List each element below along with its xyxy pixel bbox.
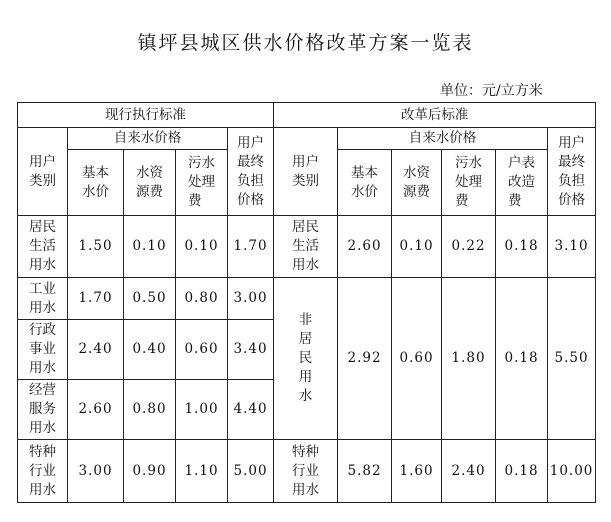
current-resource-cell: 0.80 — [124, 380, 176, 440]
current-sewage-cell: 0.60 — [176, 320, 228, 380]
current-base-cell: 1.70 — [68, 278, 124, 320]
reformed-resource-cell: 0.60 — [392, 278, 442, 440]
current-resource-cell: 0.50 — [124, 278, 176, 320]
current-resource-cell: 0.90 — [124, 440, 176, 503]
header-sewage-fee: 污水 处理 费 — [176, 150, 228, 216]
header-resource-fee: 水资 源费 — [124, 150, 176, 216]
reformed-meter-cell: 0.18 — [496, 278, 548, 440]
header-user-burden-reformed: 用户 最终 负担 价格 — [548, 128, 596, 216]
header-user-burden: 用户 最终 负担 价格 — [228, 128, 274, 216]
header-user-type: 用户 类别 — [18, 128, 68, 216]
current-total-cell: 3.40 — [228, 320, 274, 380]
header-base-price: 基本 水价 — [68, 150, 124, 216]
header-reformed-standard: 改革后标准 — [274, 103, 596, 128]
current-type-cell: 经营 服务 用水 — [18, 380, 68, 440]
reformed-sewage-cell: 2.40 — [442, 440, 496, 503]
reformed-resource-cell: 1.60 — [392, 440, 442, 503]
current-base-cell: 1.50 — [68, 216, 124, 278]
header-meter-fee: 户表 改造 费 — [496, 150, 548, 216]
reformed-sewage-cell: 0.22 — [442, 216, 496, 278]
current-total-cell: 4.40 — [228, 380, 274, 440]
reformed-resource-cell: 0.10 — [392, 216, 442, 278]
reformed-type-cell: 非 居 民 用 水 — [274, 278, 338, 440]
reformed-total-cell: 10.00 — [548, 440, 596, 503]
header-water-price: 自来水价格 — [68, 128, 228, 150]
price-table — [17, 102, 596, 503]
header-sewage-fee-reformed: 污水 处理 费 — [442, 150, 496, 216]
current-base-cell: 3.00 — [68, 440, 124, 503]
reformed-sewage-cell: 1.80 — [442, 278, 496, 440]
current-base-cell: 2.40 — [68, 320, 124, 380]
current-sewage-cell: 0.80 — [176, 278, 228, 320]
table-row — [18, 216, 596, 278]
reformed-base-cell: 2.60 — [338, 216, 392, 278]
current-sewage-cell: 0.10 — [176, 216, 228, 278]
reformed-total-cell: 5.50 — [548, 278, 596, 440]
current-resource-cell: 0.40 — [124, 320, 176, 380]
current-type-cell: 居民 生活 用水 — [18, 216, 68, 278]
header-user-type-reformed: 用户 类别 — [274, 128, 338, 216]
current-type-cell: 工业 用水 — [18, 278, 68, 320]
reformed-meter-cell: 0.18 — [496, 216, 548, 278]
table-row — [18, 440, 596, 503]
current-resource-cell: 0.10 — [124, 216, 176, 278]
table-row — [18, 278, 596, 320]
reformed-total-cell: 3.10 — [548, 216, 596, 278]
reformed-type-cell: 特种 行业 用水 — [274, 440, 338, 503]
header-water-price-reformed: 自来水价格 — [338, 128, 548, 150]
reformed-base-cell: 5.82 — [338, 440, 392, 503]
header-current-standard: 现行执行标准 — [18, 103, 274, 128]
current-sewage-cell: 1.10 — [176, 440, 228, 503]
header-resource-fee-reformed: 水资 源费 — [392, 150, 442, 216]
current-total-cell: 1.70 — [228, 216, 274, 278]
current-sewage-cell: 1.00 — [176, 380, 228, 440]
unit-label: 单位：元/立方米 — [440, 83, 543, 99]
current-base-cell: 2.60 — [68, 380, 124, 440]
current-type-cell: 行政 事业 用水 — [18, 320, 68, 380]
page-title: 镇坪县城区供水价格改革方案一览表 — [137, 32, 474, 54]
reformed-type-cell: 居民 生活 用水 — [274, 216, 338, 278]
current-total-cell: 5.00 — [228, 440, 274, 503]
reformed-base-cell: 2.92 — [338, 278, 392, 440]
current-type-cell: 特种 行业 用水 — [18, 440, 68, 503]
header-base-price-reformed: 基本 水价 — [338, 150, 392, 216]
current-total-cell: 3.00 — [228, 278, 274, 320]
reformed-meter-cell: 0.18 — [496, 440, 548, 503]
